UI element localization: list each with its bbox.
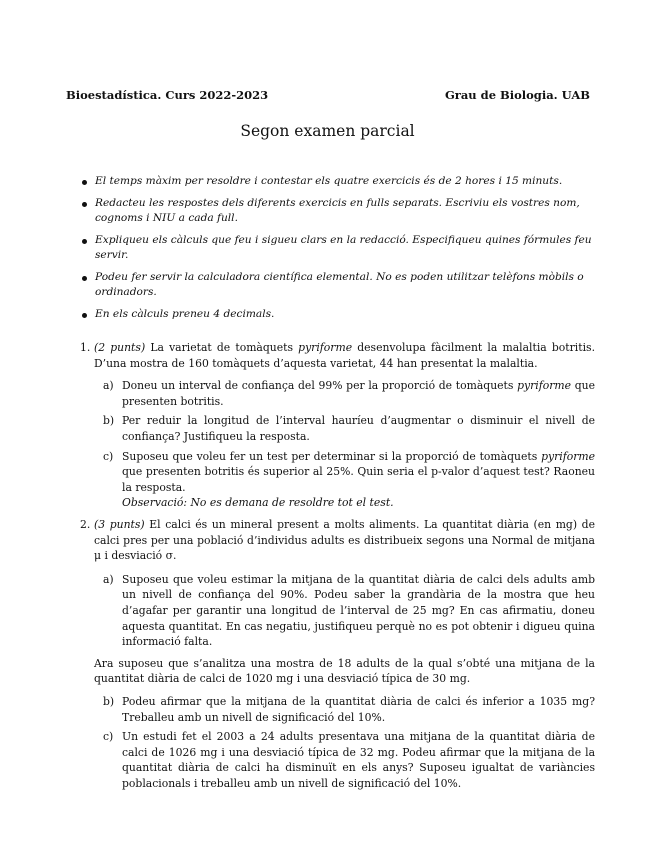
subquestion-b: b) Podeu afirmar que la mitjana de la quantitat diària de calci és inferior a 1035 mg? Treballeu amb un nivell de significació del 10%. [103, 694, 595, 724]
subquestion-a: a) Doneu un interval de confiança del 99% per la proporció de tomàquets pyriforme que presenten botritis. [103, 379, 596, 408]
variety-name: pyriforme [298, 341, 353, 354]
subquestion-c: c) Suposeu que voleu fer un test per determinar si la proporció de tomàquets pyriforme que presenten botritis és superior al 25%. Quin seria el p-valor d’aquest test? Raoneu la resposta. Observació: No es demana de resoldre tot el test. [103, 449, 595, 510]
instruction-item: En els càlculs preneu 4 decimals. [80, 307, 595, 322]
instruction-item: Podeu fer servir la calculadora científica elemental. No es poden utilitzar telèfons mòbils o ordinadors. [80, 270, 595, 300]
question-points: (2 punts) [94, 341, 146, 354]
degree-header: Grau de Biologia. UAB [444, 88, 590, 102]
bullet-icon [82, 276, 87, 281]
instructions-list [80, 174, 595, 329]
instruction-item: Redacteu les respostes dels diferents exercicis en fulls separats. Escriviu els vostres nom, cognoms i NIU a cada full. [80, 196, 595, 226]
question-statement: (2 punts) La varietat de tomàquets pyriforme desenvolupa fàcilment la malaltia botritis. D’una mostra de 160 tomàquets d’aquesta varietat, 44 han presentat la malaltia. [94, 341, 595, 370]
question-points: (3 punts) [94, 518, 145, 531]
additional-context: Ara suposeu que s’analitza una mostra de 18 adults de la qual s’obté una mitjana de la quantitat diària de calci de 1020 mg i una desviació típica de 30 mg. [94, 656, 595, 686]
bullet-icon [82, 239, 87, 244]
bullet-icon [82, 180, 87, 185]
subquestion-b: b) Per reduir la longitud de l’interval hauríeu d’augmentar o disminuir el nivell de confiança? Justifiqueu la resposta. [103, 414, 595, 443]
subquestion-c: c) Un estudi fet el 2003 a 24 adults presentava una mitjana de la quantitat diària de calci de 1026 mg i una desviació típica de 32 mg. Podeu afirmar que la mitjana de la quantitat diària de calci ha disminuït en els anys? Suposeu igualtat de variàncies poblacionals i treballeu amb un nivell de significació del 10%. [103, 730, 595, 790]
question-statement: (3 punts) El calci és un mineral present a molts aliments. La quantitat diària (en mg) de calci pres per una població d’individus adults es distribueix segons una Normal de mitjana μ i desviació σ. [94, 518, 595, 563]
question-number: 2. [80, 518, 91, 531]
question-1 [80, 340, 595, 511]
instruction-item: El temps màxim per resoldre i contestar els quatre exercicis és de 2 hores i 15 minuts. [80, 174, 595, 189]
observation-note: Observació: No es demana de resoldre tot el test. [122, 496, 394, 510]
page-title: Segon examen parcial [240, 122, 415, 140]
course-header: Bioestadística. Curs 2022-2023 [66, 88, 269, 102]
instruction-item: Expliqueu els càlculs que feu i sigueu clars en la redacció. Especifiqueu quines fórmules feu servir. [80, 233, 595, 263]
question-number: 1. [80, 341, 91, 354]
subquestion-a: a) Suposeu que voleu estimar la mitjana de la quantitat diària de calci dels adults amb un nivell de confiança del 90%. Podeu saber la grandària de la mostra que heu d’agafar per garantir una longitud de l’interval de 25 mg? En cas afirmatiu, doneu aquesta quantitat. En cas negatiu, justifiqueu perquè no es pot obtenir i digueu quina informació falta. [103, 572, 595, 649]
question-2 [80, 517, 595, 792]
bullet-icon [82, 313, 87, 318]
bullet-icon [82, 202, 87, 207]
